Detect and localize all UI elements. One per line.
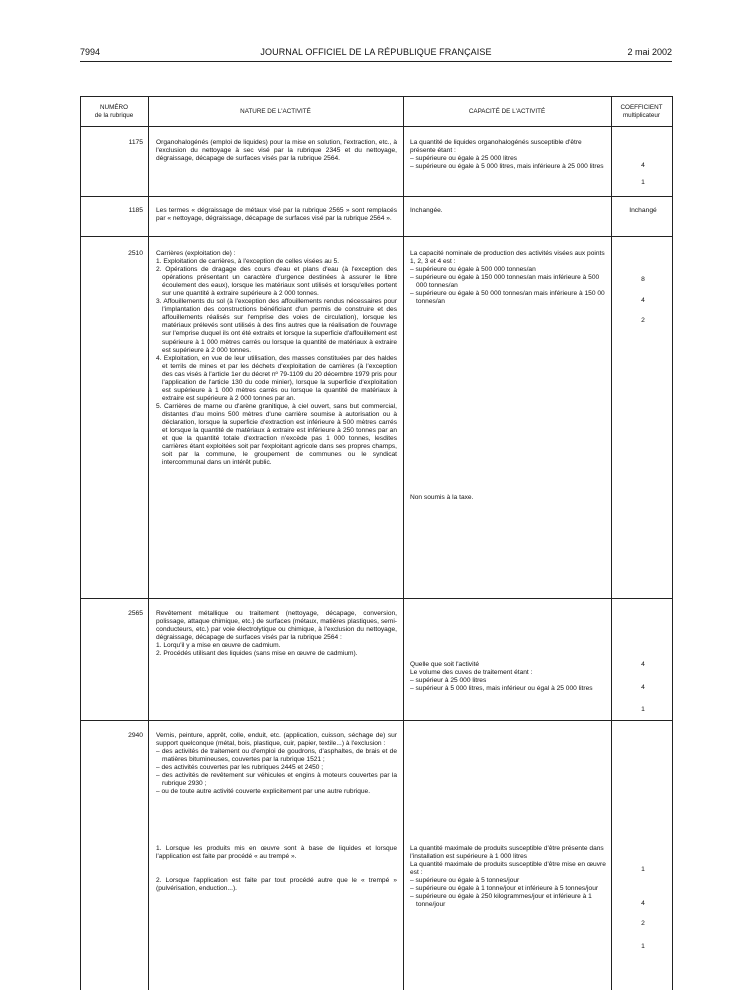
nature-item: 1. Exploitation de carrières, à l'exception de celles visées au 5. (156, 258, 340, 266)
column-border (611, 96, 612, 990)
journal-title: JOURNAL OFFICIEL DE LA RÉPUBLIQUE FRANÇAISE (260, 47, 492, 57)
coefficient-value: 4 (641, 684, 645, 691)
coefficient-value: 4 (641, 297, 645, 304)
page-header (80, 47, 672, 61)
coefficient-value: 2 (641, 317, 645, 324)
activity-nature-item: 2. Lorsque l'application est faite par tout procédé autre que le « trempé » (pulvérisation, enduction...). (156, 877, 397, 893)
capacity-line: – supérieure ou égale à 5 000 litres, mais inférieure à 25 000 litres (410, 163, 604, 171)
header-bottom-border (80, 126, 672, 127)
activity-capacity (410, 139, 606, 171)
header-coefficient (611, 104, 672, 120)
column-border (80, 96, 81, 990)
activity-capacity (410, 845, 606, 909)
capacity-line: – supérieur à 5 000 litres, mais inférieur ou égal à 25 000 litres (410, 685, 593, 693)
coefficient-value: 1 (641, 943, 645, 950)
column-border (403, 96, 404, 990)
coefficient-value: 2 (641, 920, 645, 927)
rubrique-number: 2565 (128, 610, 143, 617)
nature-item: 5. Carrières de marne ou d'arène granitique, à ciel ouvert, sans but commercial, distantes d'au moins 500 mètres d'une carrière soumise à autorisation ou à déclaration, lorsque la superficie d'extraction est inférieure à 500 mètres carrés et lorsque la quantité de matériaux à extraire est inférieure à 250 tonnes par an et que la quantité totale d'extraction n'excède pas 1 000 tonnes, lesdites carrières étant exploitées soit par l'exploitant agricole dans ses propres champs, soit par la commune, le groupement de communes ou le syndicat intercommunal dans un intérêt public. (156, 402, 397, 467)
capacity-intro: La quantité de liquides organohalogénés susceptible d'être présente étant : (410, 139, 582, 155)
nature-exclusion: – des activités couvertes par les rubriques 2445 et 2450 ; (156, 764, 324, 772)
activity-capacity-item5: Non soumis à la taxe. (410, 494, 474, 501)
coefficient-value: 8 (641, 276, 645, 283)
header-numero-line2: de la rubrique (94, 112, 134, 119)
header-capacite: CAPACITÉ DE L'ACTIVITÉ (468, 108, 546, 115)
capacity-line: – supérieur à 25 000 litres (410, 677, 487, 685)
row-divider (80, 720, 672, 721)
coefficient-value: 4 (641, 162, 645, 169)
activity-nature (156, 732, 397, 796)
rubrique-number: 1175 (128, 139, 143, 146)
rubrique-number: 1185 (128, 207, 143, 214)
page-number: 7994 (80, 47, 101, 57)
capacity-line: – supérieure ou égale à 150 000 tonnes/an mais inférieure à 500 000 tonnes/an (410, 274, 600, 290)
activity-nature: Les termes « dégraissage de métaux visé par la rubrique 2565 » sont remplacés par « nettoyage, dégraissage, décapage de surfaces visé par la rubrique 2564 ». (156, 207, 397, 223)
table-top-border (80, 96, 672, 97)
activity-capacity: Inchangée. (410, 207, 443, 214)
header-numero (80, 104, 148, 120)
column-border (148, 96, 149, 990)
coefficient-value: 4 (641, 661, 645, 668)
coefficient-value: Inchangé (629, 207, 657, 214)
coefficient-value: 1 (641, 179, 645, 186)
header-numero-line1: NUMÉRO (100, 104, 128, 111)
column-border (672, 96, 673, 990)
capacity-line: – supérieure ou égale à 250 kilogrammes/jour et inférieure à 1 tonne/jour (410, 893, 592, 909)
capacity-intro: Le volume des cuves de traitement étant : (410, 669, 533, 677)
nature-intro: Carrières (exploitation de) : (156, 250, 236, 257)
nature-intro: Vernis, peinture, apprêt, colle, enduit, etc. (application, cuisson, séchage de) sur support quelconque (métal, bois, plastique, cuir, papier, textile...) à l'exclusion : (156, 732, 397, 748)
nature-item: 2. Opérations de dragage des cours d'eau et plans d'eau (à l'exception des opérations présentant un caractère d'urgence destinées à assurer le libre écoulement des eaux), lorsque les matériaux sont utilisés et lorsqu'elles portent sur une quantité à extraire supérieure à 2 000 tonnes. (156, 266, 397, 298)
activity-capacity (410, 250, 606, 306)
header-coef-line1: COEFFICIENT (620, 104, 663, 111)
nature-exclusion: – des activités de traitement ou d'emploi de goudrons, d'asphaltes, de brais et de matières bitumineuses, couvertes par la rubrique 1521 ; (156, 748, 397, 764)
activity-nature (156, 250, 397, 467)
capacity-intro: La capacité nominale de production des activités visées aux points 1, 2, 3 et 4 est : (410, 250, 605, 266)
row-divider (80, 598, 672, 599)
capacity-intro: La quantité maximale de produits susceptible d'être mise en œuvre est : (410, 861, 606, 877)
capacity-line: La quantité maximale de produits susceptible d'être présente dans l'installation est supérieure à 1 000 litres (410, 845, 604, 861)
nature-item: 4. Exploitation, en vue de leur utilisation, des masses constituées par des haldes et terrils de mines et par les déchets d'exploitation de carrières (à l'exception des cas visés à l'article 1er du décret nº 79-1109 du 20 décembre 1979 pris pour l'application de l'article 130 du code minier), lorsque la superficie d'exploitation est supérieure à 1 000 mètres carrés ou lorsque la quantité de matériaux à extraire est supérieure à 2 000 tonnes par an. (156, 354, 397, 402)
nature-exclusion: – des activités de revêtement sur véhicules et engins à moteurs couvertes par la rubrique 2930 ; (156, 772, 397, 788)
capacity-line: Quelle que soit l'activité (410, 661, 480, 668)
row-divider (80, 196, 672, 197)
header-rule (80, 61, 672, 62)
activity-capacity (410, 661, 606, 693)
coefficient-value: 1 (641, 866, 645, 873)
capacity-line: – supérieure ou égale à 500 000 tonnes/an (410, 266, 536, 274)
nature-intro: Revêtement métallique ou traitement (nettoyage, décapage, conversion, polissage, attaque chimique, etc.) de surfaces (métaux, matières plastiques, semi-conducteurs, etc.) par voie électrolytique ou chimique, à l'exclusion du nettoyage, dégraissage, décapage de surfaces visés par la rubrique 2564 : (156, 610, 397, 642)
rubrique-number: 2510 (128, 250, 143, 257)
capacity-line: – supérieure ou égale à 1 tonne/jour et inférieure à 5 tonnes/jour (410, 885, 599, 893)
capacity-line: – supérieure ou égale à 50 000 tonnes/an mais inférieure à 150 00 tonnes/an (410, 290, 605, 306)
activity-nature-item: 1. Lorsque les produits mis en œuvre sont à base de liquides et lorsque l'application est faite par procédé « au trempé ». (156, 845, 397, 861)
publication-date: 2 mai 2002 (627, 47, 672, 57)
rubrique-number: 2940 (128, 732, 143, 739)
nature-item: 2. Procédés utilisant des liquides (sans mise en œuvre de cadmium). (156, 650, 358, 658)
nature-exclusion: – ou de toute autre activité couverte explicitement par une autre rubrique. (156, 788, 371, 796)
row-divider (80, 236, 672, 237)
coefficient-value: 1 (641, 706, 645, 713)
activity-nature: Organohalogénés (emploi de liquides) pour la mise en solution, l'extraction, etc., à l'exclusion du nettoyage à sec visé par la rubrique 2345 et du nettoyage, dégraissage, décapage de surfaces visés par la rubrique 2564. (156, 139, 397, 163)
nature-item: 1. Lorqu'il y a mise en œuvre de cadmium. (156, 642, 281, 650)
nature-item: 3. Affouillements du sol (à l'exception des affouillements rendus nécessaires pour l'implantation des constructions bénéficiant d'un permis de construire et des affouillements réalisés sur l'emprise des voies de circulation), lorsque les matériaux prélevés sont utilisés à des fins autres que la réalisation de l'ouvrage sur l'emprise duquel ils ont été extraits et lorsque la superficie d'affouillement est supérieure à 1 000 mètres carrés ou lorsque la quantité de matériaux à extraire est supérieure à 2 000 tonnes. (156, 298, 397, 354)
capacity-line: – supérieure ou égale à 5 tonnes/jour (410, 877, 520, 885)
coefficient-value: 4 (641, 900, 645, 907)
activity-nature (156, 610, 397, 658)
header-nature: NATURE DE L'ACTIVITÉ (240, 108, 311, 115)
capacity-line: – supérieure ou égale à 25 000 litres (410, 155, 518, 163)
header-coef-line2: multiplicateur (622, 112, 661, 119)
